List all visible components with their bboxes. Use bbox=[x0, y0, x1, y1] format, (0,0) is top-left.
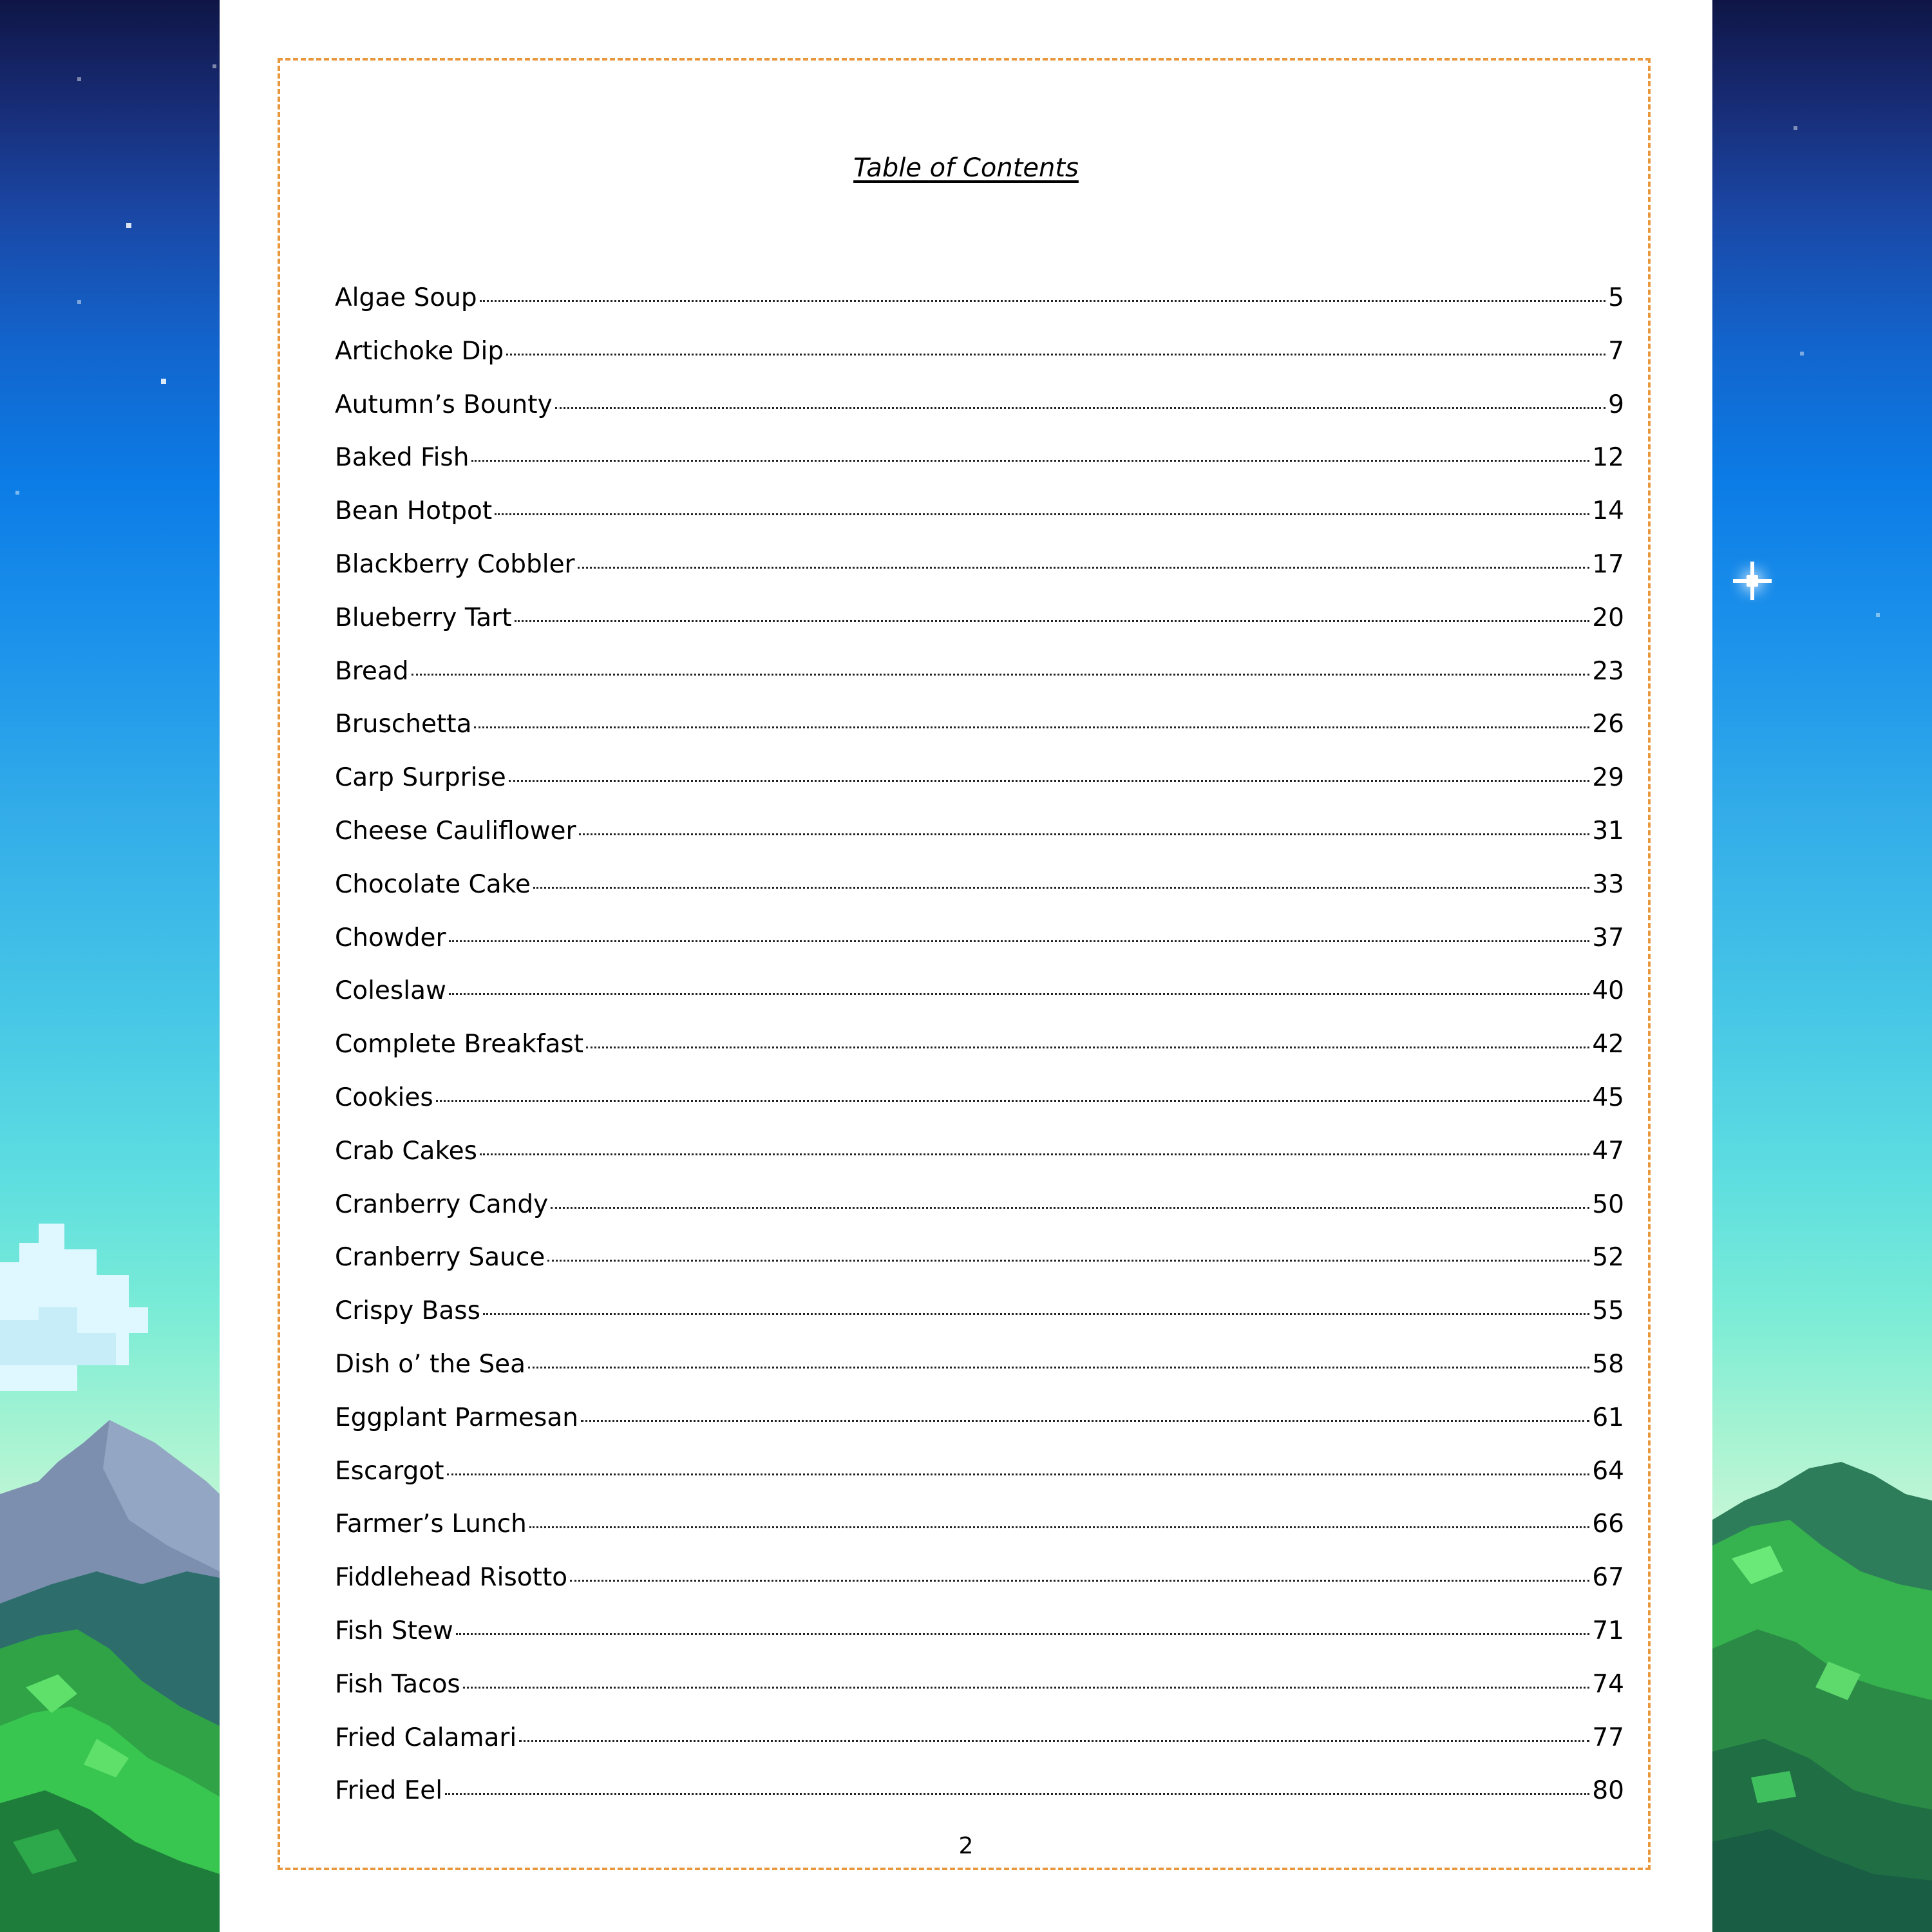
toc-entry-page: 52 bbox=[1592, 1243, 1624, 1273]
toc-entry-page: 55 bbox=[1592, 1296, 1624, 1326]
toc-entry-page: 9 bbox=[1608, 390, 1624, 419]
toc-dot-leader bbox=[471, 460, 1589, 462]
toc-list bbox=[335, 283, 1624, 1830]
toc-entry[interactable] bbox=[335, 763, 1624, 817]
toc-entry-page: 40 bbox=[1592, 976, 1624, 1006]
toc-dot-leader bbox=[555, 407, 1606, 409]
toc-entry-name: Cranberry Candy bbox=[335, 1189, 549, 1219]
toc-entry[interactable] bbox=[335, 1563, 1624, 1616]
toc-entry[interactable] bbox=[335, 817, 1624, 870]
toc-entry[interactable] bbox=[335, 923, 1624, 977]
toc-dot-leader bbox=[456, 1633, 1590, 1635]
toc-entry[interactable] bbox=[335, 283, 1624, 337]
toc-entry-page: 47 bbox=[1592, 1136, 1624, 1166]
toc-entry[interactable] bbox=[335, 603, 1624, 657]
star-icon bbox=[126, 223, 131, 228]
toc-dot-leader bbox=[506, 354, 1605, 355]
toc-entry-name: Farmer’s Lunch bbox=[335, 1510, 527, 1539]
toc-entry[interactable] bbox=[335, 976, 1624, 1030]
toc-entry-page: 29 bbox=[1592, 763, 1624, 793]
toc-entry[interactable] bbox=[335, 710, 1624, 763]
toc-entry-name: Cheese Cauliflower bbox=[335, 816, 576, 846]
toc-entry[interactable] bbox=[335, 390, 1624, 444]
toc-entry-page: 77 bbox=[1592, 1723, 1624, 1752]
sparkle-icon bbox=[1733, 562, 1772, 600]
toc-entry-page: 67 bbox=[1592, 1563, 1624, 1593]
toc-dot-leader bbox=[519, 1740, 1589, 1742]
toc-entry[interactable] bbox=[335, 1296, 1624, 1350]
toc-entry-name: Complete Breakfast bbox=[335, 1030, 584, 1059]
star-icon bbox=[1794, 126, 1797, 130]
toc-entry-name: Dish o’ the Sea bbox=[335, 1349, 526, 1379]
toc-entry-page: 42 bbox=[1592, 1030, 1624, 1059]
toc-entry-name: Crab Cakes bbox=[335, 1136, 477, 1166]
toc-entry[interactable] bbox=[335, 870, 1624, 923]
star-icon bbox=[77, 77, 81, 81]
toc-entry-name: Crispy Bass bbox=[335, 1296, 480, 1326]
toc-dot-leader bbox=[529, 1526, 1589, 1528]
toc-entry-page: 45 bbox=[1592, 1083, 1624, 1112]
toc-dot-leader bbox=[495, 513, 1589, 515]
toc-entry-name: Bread bbox=[335, 656, 409, 686]
toc-title: Table of Contents bbox=[853, 153, 1079, 183]
toc-entry[interactable] bbox=[335, 1350, 1624, 1403]
toc-entry[interactable] bbox=[335, 1083, 1624, 1137]
toc-dot-leader bbox=[551, 1207, 1589, 1209]
toc-entry[interactable] bbox=[335, 1403, 1624, 1457]
toc-dot-leader bbox=[581, 1420, 1589, 1422]
page-number: 2 bbox=[958, 1833, 974, 1859]
toc-entry[interactable] bbox=[335, 497, 1624, 550]
toc-entry-page: 26 bbox=[1592, 710, 1624, 739]
toc-entry-page: 61 bbox=[1592, 1403, 1624, 1432]
toc-entry-page: 58 bbox=[1592, 1349, 1624, 1379]
toc-dot-leader bbox=[533, 887, 1590, 889]
toc-entry-name: Coleslaw bbox=[335, 976, 446, 1006]
toc-entry[interactable] bbox=[335, 1776, 1624, 1830]
toc-dot-leader bbox=[547, 1260, 1589, 1262]
toc-dot-leader bbox=[445, 1793, 1589, 1795]
toc-dot-leader bbox=[509, 780, 1590, 782]
toc-dot-leader bbox=[480, 1153, 1589, 1155]
star-icon bbox=[1876, 613, 1880, 617]
mountain-scenery bbox=[1712, 1159, 1932, 1932]
toc-entry-name: Escargot bbox=[335, 1456, 444, 1486]
toc-dot-leader bbox=[515, 620, 1590, 622]
toc-entry-page: 50 bbox=[1592, 1189, 1624, 1219]
star-icon bbox=[15, 491, 19, 495]
toc-dot-leader bbox=[480, 300, 1606, 302]
toc-dot-leader bbox=[578, 567, 1590, 569]
toc-dot-leader bbox=[463, 1687, 1590, 1689]
toc-entry[interactable] bbox=[335, 1670, 1624, 1723]
toc-dot-leader bbox=[528, 1367, 1589, 1368]
toc-entry-page: 66 bbox=[1592, 1510, 1624, 1539]
toc-dot-leader bbox=[483, 1313, 1589, 1315]
toc-dot-leader bbox=[570, 1580, 1589, 1582]
toc-entry[interactable] bbox=[335, 443, 1624, 497]
star-icon bbox=[213, 64, 216, 68]
background-left bbox=[0, 0, 220, 1932]
toc-entry-page: 71 bbox=[1592, 1616, 1624, 1645]
toc-entry-page: 14 bbox=[1592, 497, 1624, 526]
toc-entry-name: Bean Hotpot bbox=[335, 497, 493, 526]
toc-entry-name: Bruschetta bbox=[335, 710, 472, 739]
toc-entry-page: 5 bbox=[1608, 283, 1624, 312]
toc-entry-name: Baked Fish bbox=[335, 443, 469, 473]
toc-entry-name: Fiddlehead Risotto bbox=[335, 1563, 568, 1593]
toc-entry-name: Fried Eel bbox=[335, 1776, 443, 1806]
toc-entry[interactable] bbox=[335, 1190, 1624, 1244]
toc-entry-name: Autumn’s Bounty bbox=[335, 390, 553, 419]
toc-entry-name: Cranberry Sauce bbox=[335, 1243, 545, 1273]
toc-entry[interactable] bbox=[335, 1510, 1624, 1563]
toc-dot-leader bbox=[447, 1473, 1590, 1475]
mountain-scenery bbox=[0, 1159, 220, 1932]
toc-entry-name: Artichoke Dip bbox=[335, 336, 504, 366]
toc-dot-leader bbox=[579, 833, 1590, 835]
star-icon bbox=[1800, 352, 1804, 355]
toc-entry-name: Fried Calamari bbox=[335, 1723, 517, 1752]
toc-dot-leader bbox=[586, 1046, 1589, 1048]
toc-entry-page: 31 bbox=[1592, 816, 1624, 846]
toc-dot-leader bbox=[449, 940, 1590, 942]
toc-entry-name: Eggplant Parmesan bbox=[335, 1403, 578, 1432]
toc-entry-name: Carp Surprise bbox=[335, 763, 506, 793]
toc-entry-name: Fish Stew bbox=[335, 1616, 453, 1645]
toc-entry-name: Cookies bbox=[335, 1083, 433, 1112]
toc-entry-page: 64 bbox=[1592, 1456, 1624, 1486]
toc-dot-leader bbox=[449, 993, 1589, 995]
toc-entry[interactable] bbox=[335, 1137, 1624, 1190]
toc-entry-page: 23 bbox=[1592, 656, 1624, 686]
toc-entry-page: 80 bbox=[1592, 1776, 1624, 1806]
toc-dot-leader bbox=[436, 1100, 1590, 1102]
toc-entry-page: 74 bbox=[1592, 1669, 1624, 1699]
toc-entry[interactable] bbox=[335, 1243, 1624, 1296]
toc-entry-page: 20 bbox=[1592, 603, 1624, 632]
toc-entry[interactable] bbox=[335, 1030, 1624, 1083]
toc-entry[interactable] bbox=[335, 1616, 1624, 1670]
toc-entry-name: Blackberry Cobbler bbox=[335, 549, 575, 579]
toc-entry[interactable] bbox=[335, 550, 1624, 603]
toc-entry-name: Chocolate Cake bbox=[335, 869, 531, 899]
toc-entry-name: Blueberry Tart bbox=[335, 603, 512, 632]
toc-entry[interactable] bbox=[335, 657, 1624, 710]
toc-entry-page: 37 bbox=[1592, 923, 1624, 952]
toc-entry[interactable] bbox=[335, 337, 1624, 390]
toc-dot-leader bbox=[474, 726, 1589, 728]
toc-entry-name: Chowder bbox=[335, 923, 446, 952]
toc-entry-page: 7 bbox=[1608, 336, 1624, 366]
toc-entry-name: Fish Tacos bbox=[335, 1669, 460, 1699]
toc-entry-page: 12 bbox=[1592, 443, 1624, 473]
toc-dot-leader bbox=[412, 674, 1590, 676]
star-icon bbox=[77, 300, 81, 304]
toc-entry-page: 17 bbox=[1592, 549, 1624, 579]
toc-entry-name: Algae Soup bbox=[335, 283, 477, 312]
toc-entry-page: 33 bbox=[1592, 869, 1624, 899]
document-page bbox=[220, 0, 1712, 1932]
toc-entry[interactable] bbox=[335, 1723, 1624, 1777]
toc-entry[interactable] bbox=[335, 1457, 1624, 1510]
star-icon bbox=[161, 379, 166, 384]
background-right bbox=[1712, 0, 1932, 1932]
